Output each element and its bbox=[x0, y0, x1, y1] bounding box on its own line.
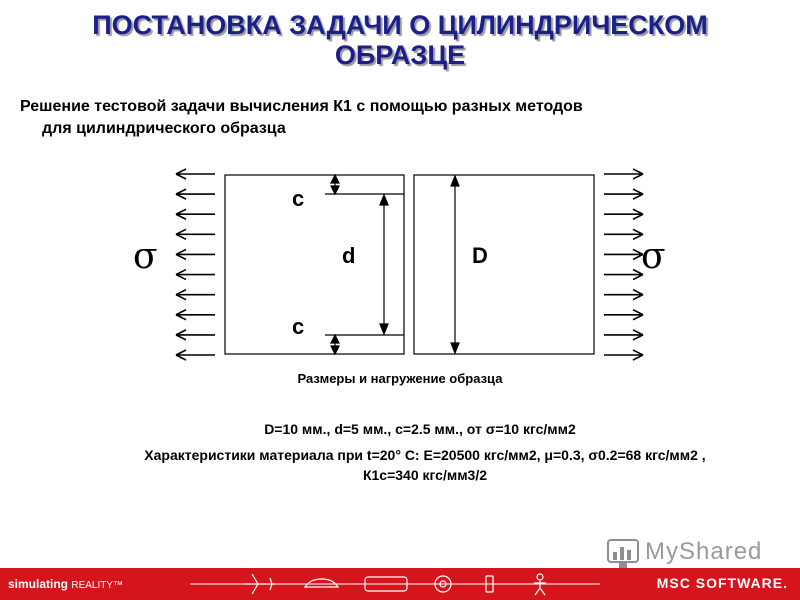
load-arrow-right bbox=[604, 209, 643, 219]
tagline-reality: REALITY™ bbox=[71, 580, 124, 591]
footer-bar bbox=[0, 568, 800, 600]
page-title bbox=[0, 10, 800, 70]
load-arrow-left bbox=[176, 169, 215, 179]
footer-icon-strip bbox=[190, 568, 610, 600]
title-line-2: ОБРАЗЦЕ bbox=[334, 40, 466, 70]
label-D: D bbox=[472, 243, 488, 268]
dimension-parameters: D=10 мм., d=5 мм., c=2.5 мм., от σ=10 кгс/мм2 bbox=[264, 421, 576, 437]
load-arrow-right bbox=[604, 189, 643, 199]
right-load-arrows bbox=[604, 169, 643, 360]
specimen-right-half bbox=[414, 175, 594, 354]
left-load-arrows bbox=[176, 169, 215, 360]
load-arrow-left bbox=[176, 209, 215, 219]
title-line-1: ПОСТАНОВКА ЗАДАЧИ О ЦИЛИНДРИЧЕСКОМ bbox=[92, 10, 708, 40]
logo-text: MyShared bbox=[645, 538, 763, 565]
load-arrow-right bbox=[604, 330, 643, 340]
load-arrow-left bbox=[176, 290, 215, 300]
msc-software-logo: MSC SOFTWARE. bbox=[656, 575, 788, 591]
airplane-icon bbox=[245, 574, 275, 594]
material-characteristics bbox=[60, 445, 790, 485]
load-arrow-right bbox=[604, 169, 643, 179]
load-arrow-left bbox=[176, 189, 215, 199]
label-c-top: c bbox=[292, 186, 305, 211]
diagram-caption: Размеры и нагружение образца bbox=[297, 371, 503, 386]
load-arrow-right bbox=[604, 229, 643, 239]
load-arrow-left bbox=[176, 350, 215, 360]
watermark-logo bbox=[607, 538, 763, 570]
tagline-simulating: simulating bbox=[8, 577, 69, 591]
material-line-1: Характеристики материала при t=20° С: E=20500 кгс/мм2, μ=0.3, σ0.2=68 кгс/мм2 , bbox=[144, 447, 706, 463]
specimen-diagram bbox=[0, 160, 800, 370]
label-d: d bbox=[342, 243, 356, 268]
material-line-2: К1с=340 кгс/мм3/2 bbox=[362, 467, 488, 483]
load-arrow-right bbox=[604, 270, 643, 280]
subtitle-line-2: для цилиндрического образца bbox=[42, 120, 286, 137]
subtitle-line-1: Решение тестовой задачи вычисления К1 с помощью разных методов bbox=[20, 98, 583, 115]
load-arrow-right bbox=[604, 249, 643, 259]
specimen-left-half bbox=[225, 175, 404, 354]
load-arrow-left bbox=[176, 249, 215, 259]
car-icon bbox=[305, 579, 338, 587]
load-arrow-right bbox=[604, 350, 643, 360]
sigma-left: σ bbox=[133, 236, 158, 277]
load-arrow-left bbox=[176, 310, 215, 320]
load-arrow-left bbox=[176, 270, 215, 280]
load-arrow-left bbox=[176, 229, 215, 239]
load-arrow-right bbox=[604, 310, 643, 320]
footer-tagline bbox=[8, 577, 123, 591]
subtitle bbox=[20, 96, 780, 140]
chart-icon bbox=[607, 538, 641, 570]
load-arrow-left bbox=[176, 330, 215, 340]
label-c-bottom: c bbox=[292, 314, 305, 339]
load-arrow-right bbox=[604, 290, 643, 300]
sigma-right: σ bbox=[641, 236, 666, 277]
